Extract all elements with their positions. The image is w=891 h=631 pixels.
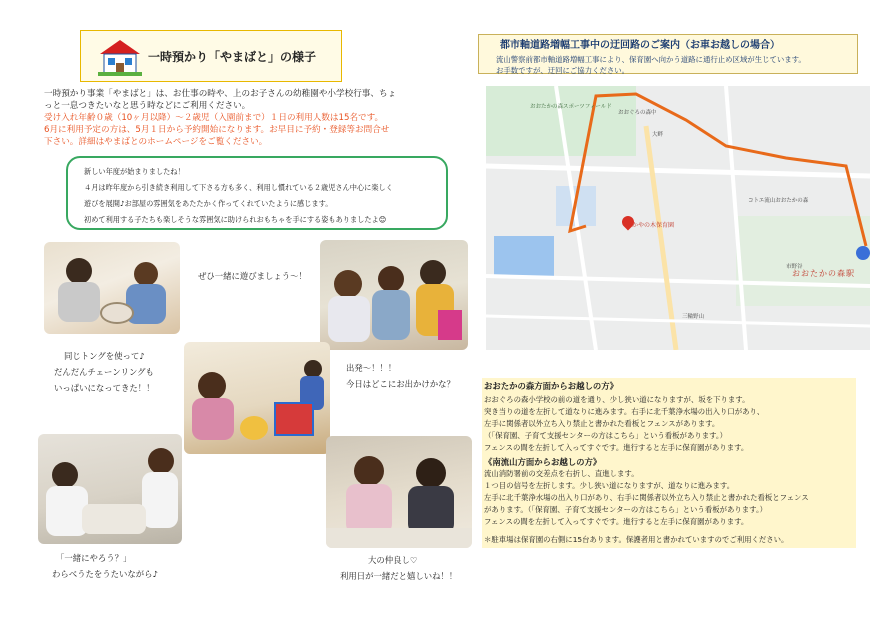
caption: 出発〜！！！	[346, 363, 397, 373]
directions-line: フェンスの間を左折して入ってすぐです。進行すると左手に保育園があります。	[484, 443, 749, 452]
directions-line: 左手に関係者以外立ち入り禁止と書かれた看板とフェンスがあります。	[484, 419, 720, 428]
intro-text	[44, 88, 464, 148]
photo-departure	[320, 240, 468, 350]
photo-tongs	[44, 242, 180, 334]
page-title: 一時預かり「やまばと」の様子	[148, 50, 317, 64]
note-line: 新しい年度が始まりましたね！	[84, 167, 185, 176]
intro-line: 6月に利用予定の方は、5月１日から予約開始になります。お早目に予約・登録等お問合せ	[44, 125, 390, 135]
photo-best-friends	[326, 436, 472, 548]
caption: 利用日が一緒だと嬉しいね！！	[340, 571, 458, 581]
road-notice-body	[496, 54, 856, 76]
caption: 大の仲良し♡	[368, 555, 418, 565]
intro-line: 下さい。詳細はやまばとのホームページをご覧ください。	[44, 137, 268, 147]
map-place-label: 三輪野山	[682, 314, 705, 320]
map-school-label: かやの木保育園	[632, 222, 675, 229]
directions-line: 流山消防署前の交差点を右折し、直進します。	[484, 469, 639, 478]
map-place-label: コトエ流山おおたかの森	[748, 198, 809, 204]
photo-warabeuta	[38, 434, 182, 544]
map-place-label: 市野谷	[786, 264, 803, 270]
directions-heading: おおたかの森方面からお越しの方》	[484, 381, 618, 391]
map-station-label: おおたかの森駅	[792, 269, 855, 278]
station-marker-icon	[856, 246, 870, 260]
house-icon	[98, 36, 142, 76]
road-notice-title: 都市軸道路増幅工事中の迂回路のご案内（お車お越しの場合）	[500, 40, 780, 51]
directions-heading: 《南流山方面からお越しの方》	[484, 457, 602, 467]
caption: 同じトングを使って♪	[64, 351, 145, 361]
note-box	[66, 156, 448, 230]
caption: 「一緒にやろう？」	[56, 553, 132, 563]
directions-line: 左手に北千葉浄水場の出入り口があり、右手に関係者以外立ち入り禁止と書かれた看板とフェンス	[484, 493, 809, 502]
map-place-label: 大畔	[652, 132, 664, 138]
intro-line: 受け入れ年齢０歳（10ヶ月以降）〜２歳児（入園前まで）１日の利用人数は15名です。	[44, 113, 384, 123]
road-notice-line: お手数ですが、迂回にご協力ください。	[496, 66, 630, 75]
note-line: ４月は昨年度から引き続き利用して下さる方も多く、利用し慣れている２歳児さん中心に楽しく	[84, 183, 393, 192]
directions-line: １つ目の信号を左折します。少し狭い道になりますが、道なりに進みます。	[484, 481, 735, 490]
road-notice-line: 流山警察前都市軸道路増幅工事により、保育園へ向かう道路に通行止め区域が生じています。	[496, 55, 806, 64]
detour-map	[486, 86, 870, 350]
caption: わらべうたをうたいながら♪	[52, 569, 158, 579]
directions-line: おおぐろの森小学校の前の道を通り、少し狭い道になりますが、坂を下ります。	[484, 395, 750, 404]
map-place-label: おおたかの森スポーツフィールド	[530, 104, 612, 110]
map-place-label: おおぐろの森中	[618, 110, 657, 116]
directions-line: 突き当りの道を左折して道なりに進みます。右手に北千葉浄水場の出入り口があり、	[484, 407, 765, 416]
intro-line: 一時預かり事業「やまばと」は、お仕事の時や、上のお子さんの幼稚園や小学校行事、ちょ	[44, 89, 397, 99]
intro-line: っと一息つきたいなと思う時などにご利用ください。	[44, 101, 251, 111]
caption: 今日はどこにお出かけかな？	[346, 379, 455, 389]
directions-line: フェンスの間を左折して入ってすぐです。進行すると左手に保育園があります。	[484, 517, 749, 526]
caption: だんだんチェーンリングも	[54, 367, 154, 377]
caption: ぜひ一緒に遊びましょう〜！	[198, 271, 307, 281]
photo-playroom	[184, 342, 330, 454]
caption: いっぱいになってきた！！	[54, 383, 155, 393]
note-line: 遊びを展開♪お部屋の雰囲気をあたたかく作ってくれていたように感じます。	[84, 199, 333, 208]
parking-note: ＊駐車場は保育園の右側に15台あります。保護者用と書かれていますのでご利用ください。	[484, 535, 789, 544]
directions-line: があります。（「保育園、子育て支援センターの方はこちら」という看板があります。）	[484, 505, 768, 514]
note-line: 初めて利用する子たちも楽しそうな雰囲気に助けられおもちゃを手にする姿もありましたよ😊	[84, 215, 387, 224]
directions-line: （「保育園、子育て支援センターの方はこちら」という看板があります。）	[484, 431, 727, 440]
map-roads	[486, 86, 870, 350]
